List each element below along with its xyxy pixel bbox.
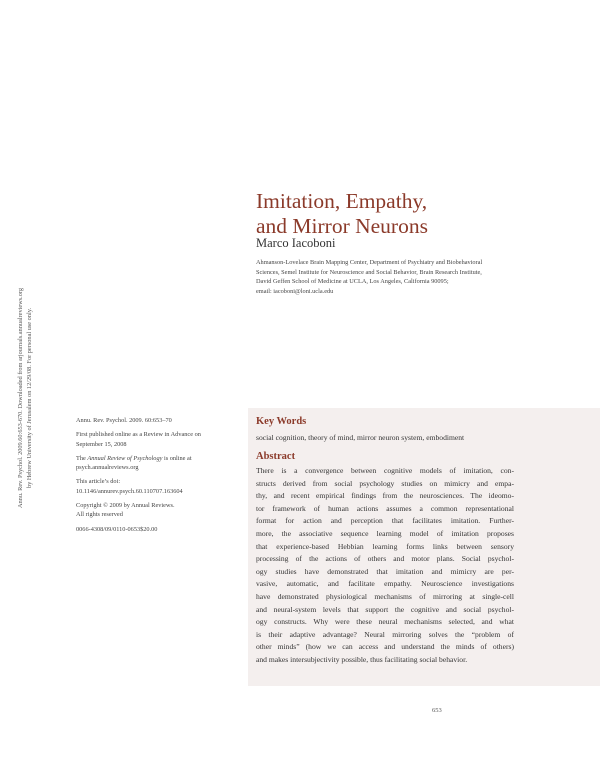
abstract-line: more, the associative sequence learning model of imitation proposes <box>256 528 514 538</box>
first-published-line: First published online as a Review in Advance on <box>76 431 201 439</box>
online-availability-note <box>76 454 236 473</box>
keywords-heading: Key Words <box>256 416 307 427</box>
abstract-line: structs derived from social psychology studies on mimicry and empa- <box>256 478 514 488</box>
affiliation-line: Sciences, Semel Institute for Neuroscience and Social Behavior, Brain Research Institute, <box>256 268 482 276</box>
issn-code: 0066-4308/09/0110-0653$20.00 <box>76 525 158 533</box>
journal-name: Annual Review of Psychology <box>87 454 163 462</box>
first-published-note <box>76 430 236 449</box>
abstract-line: is their adaptive advantage? Neural mirroring solves the “problem of <box>256 629 514 639</box>
abstract-line: There is a convergence between cognitive models of imitation, con- <box>256 466 514 475</box>
abstract-line: format for action and perception that facilitates imitation. Further- <box>256 516 514 526</box>
abstract-line: and neural-system levels that support the cognitive and social psychol- <box>256 604 514 614</box>
copyright-line: Copyright © 2009 by Annual Reviews. <box>76 502 175 510</box>
online-line <box>76 454 236 463</box>
page-number: 653 <box>432 707 442 714</box>
doi-value: 10.1146/annurev.psych.60.110707.163604 <box>76 487 183 495</box>
publication-info <box>76 416 236 539</box>
abstract-line: that experience-based Hebbian learning forms links between sensory <box>256 541 514 551</box>
abstract-line: vasive, automatic, and facilitate empathy. Neuroscience investigations <box>256 579 514 589</box>
author-affiliation <box>256 258 556 296</box>
download-watermark <box>16 248 34 548</box>
keywords-list: social cognition, theory of mind, mirror neuron system, embodiment <box>256 433 465 442</box>
abstract-line: ogy studies have demonstrated that imitation and mimicry are per- <box>256 566 514 576</box>
abstract-line: tor framework of human actions assumes a common representational <box>256 503 514 513</box>
article-title <box>256 189 556 239</box>
affiliation-line: David Geffen School of Medicine at UCLA, Los Angeles, California 90095; <box>256 278 449 285</box>
abstract-line: ogy constructs. Why were these neural mechanisms selected, and what <box>256 617 514 627</box>
abstract-line: processing of the actions of others and motor plans. Social psychol- <box>256 554 514 564</box>
abstract-line: and makes intersubjectivity possible, thus facilitating social behavior. <box>256 654 468 664</box>
journal-url: psych.annualreviews.org <box>76 464 139 472</box>
author-name: Marco Iacoboni <box>256 236 336 250</box>
doi-label: This article’s doi: <box>76 478 121 486</box>
online-text: is online at <box>162 454 192 462</box>
copyright-note <box>76 501 236 520</box>
first-published-date: September 15, 2008 <box>76 440 127 448</box>
abstract-body <box>256 465 514 667</box>
doi-note <box>76 477 236 496</box>
abstract-line: thy, and recent empirical findings from the neurosciences. The ideomo- <box>256 491 514 501</box>
journal-citation: Annu. Rev. Psychol. 2009. 60:653–70 <box>76 417 172 424</box>
online-text: The <box>76 454 88 462</box>
affiliation-line: Ahmanson-Lovelace Brain Mapping Center, Department of Psychiatry and Biobehavioral <box>256 259 483 266</box>
rights-line: All rights reserved <box>76 511 123 519</box>
watermark-line: by Hebrew University of Jerusalem on 12/29/08. For personal use only. <box>26 307 33 489</box>
abstract-line: have demonstrated physiological mechanisms of mirroring at single-cell <box>256 591 514 601</box>
title-line: Imitation, Empathy, <box>256 189 428 214</box>
author-email: email: iacoboni@loni.ucla.edu <box>256 287 334 295</box>
watermark-line: Annu. Rev. Psychol. 2009.60:653-670. Downloaded from arjournals.annualreviews.org <box>17 288 24 509</box>
title-line: and Mirror Neurons <box>256 214 428 239</box>
abstract-line: other minds” (how we can access and understand the minds of others) <box>256 642 514 652</box>
abstract-heading: Abstract <box>256 451 296 462</box>
